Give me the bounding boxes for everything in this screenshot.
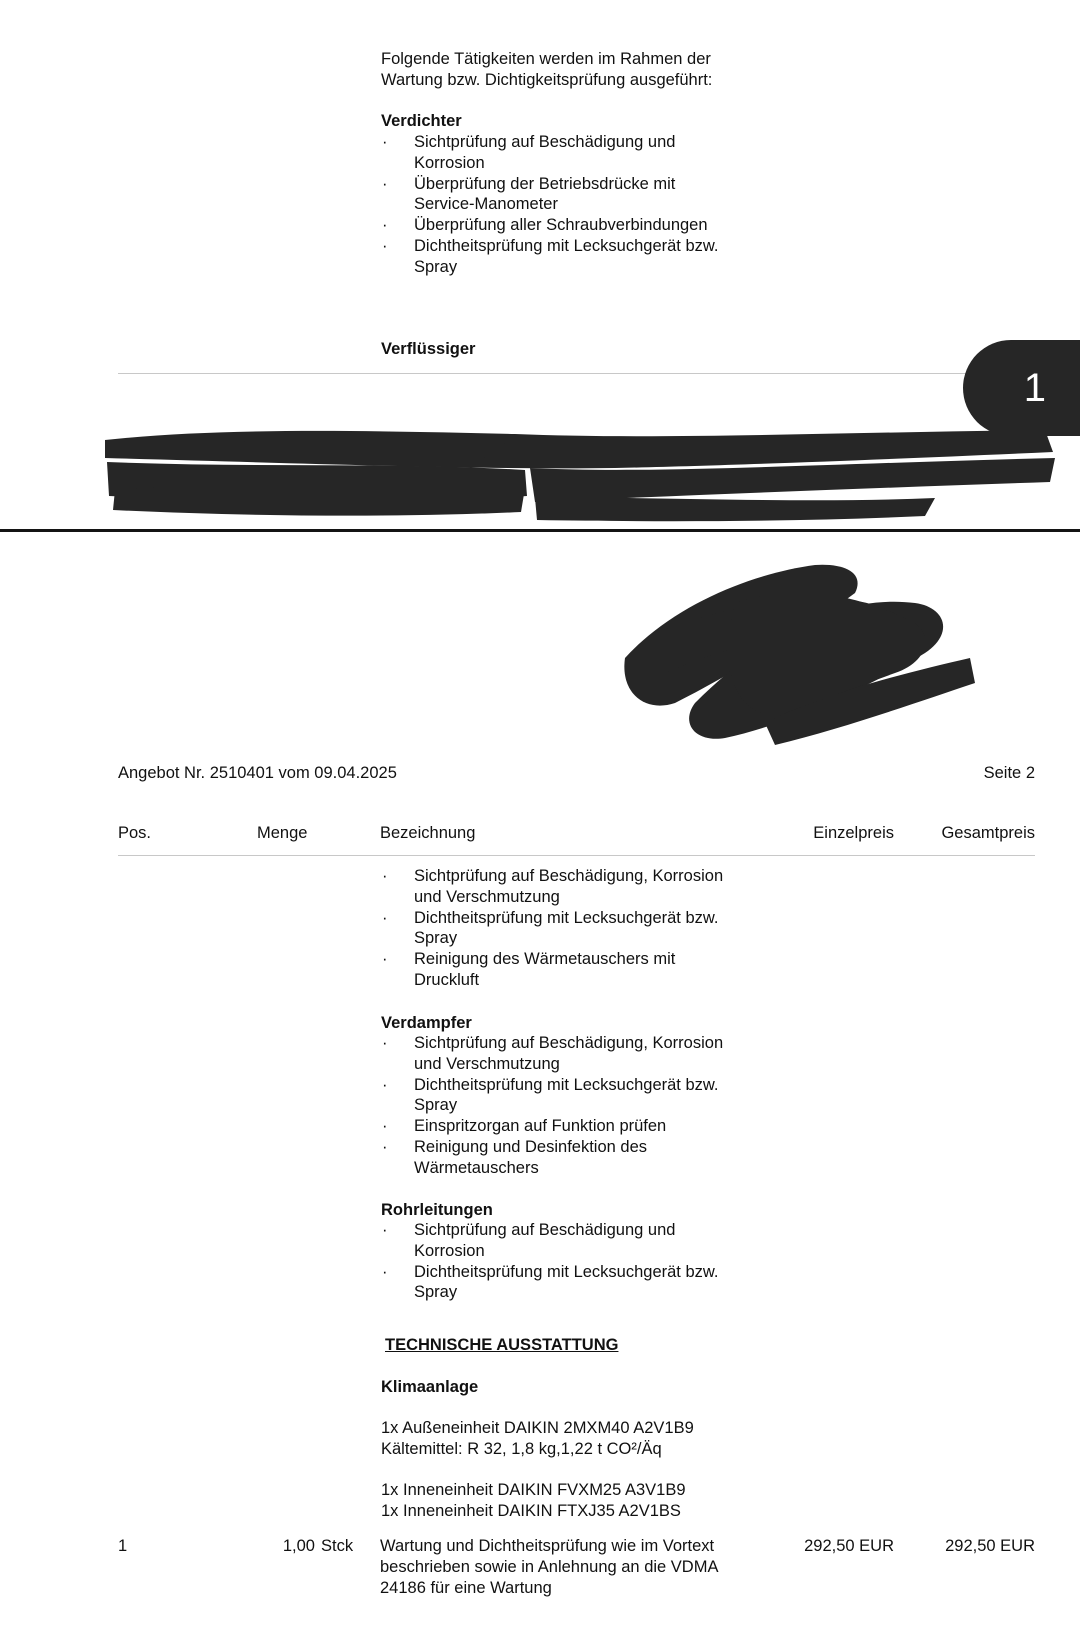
list-item-text: Wärmetauschers xyxy=(414,1158,539,1177)
column-header-pos: Pos. xyxy=(118,824,152,842)
bullet-icon: · xyxy=(382,236,388,255)
rohrleitungen-list xyxy=(381,1220,801,1303)
bullet-icon: · xyxy=(382,216,388,235)
list-item-text: Überprüfung der Betriebsdrücke mit xyxy=(414,174,676,193)
list-item xyxy=(381,1075,801,1117)
verfluessiger-list xyxy=(381,866,801,991)
footer-divider xyxy=(118,373,973,374)
list-item xyxy=(381,908,801,950)
position-number: 1 xyxy=(118,1537,128,1555)
verdampfer-list xyxy=(381,1033,801,1179)
list-item-text: Dichtheitsprüfung mit Lecksuchgerät bzw. xyxy=(414,1262,719,1281)
list-item-text: Sichtprüfung auf Beschädigung, Korrosion xyxy=(414,867,724,885)
section-heading-verfluessiger: Verflüssiger xyxy=(381,340,476,358)
list-item xyxy=(381,174,801,216)
list-item-text: Service-Manometer xyxy=(414,195,558,214)
section-title-technische-ausstattung: TECHNISCHE AUSSTATTUNG xyxy=(385,1336,619,1354)
list-item-text: und Verschmutzung xyxy=(414,1054,560,1073)
list-item-text: Sichtprüfung auf Beschädigung, Korrosion xyxy=(414,1034,724,1052)
position-description: Wartung und Dichtheitsprüfung wie im Vortext beschrieben sowie in Anlehnung an die VDMA 24186 für eine Wartung xyxy=(380,1537,719,1597)
column-header-gesamtpreis: Gesamtpreis xyxy=(941,824,1035,842)
column-header-menge: Menge xyxy=(257,824,308,842)
list-item-text: und Verschmutzung xyxy=(414,887,560,906)
verdichter-list xyxy=(381,132,801,278)
bullet-icon: · xyxy=(382,908,388,927)
list-item-text: Spray xyxy=(414,1283,458,1302)
list-item xyxy=(381,236,801,278)
position-total-price: 292,50 EUR xyxy=(945,1537,1035,1555)
list-item-text: Spray xyxy=(414,257,458,276)
list-item-text: Sichtprüfung auf Beschädigung und xyxy=(414,1221,676,1239)
list-item-text: Dichtheitsprüfung mit Lecksuchgerät bzw. xyxy=(414,236,719,255)
list-item xyxy=(381,1262,801,1304)
list-item-text: Druckluft xyxy=(414,970,480,989)
list-item-text: Dichtheitsprüfung mit Lecksuchgerät bzw. xyxy=(414,1075,719,1094)
list-item-text: Sichtprüfung auf Beschädigung und xyxy=(414,133,676,151)
position-quantity: 1,00 xyxy=(282,1537,315,1555)
position-unit: Stck xyxy=(321,1537,354,1555)
page-number-label: 1 xyxy=(1023,366,1046,410)
column-header-einzelpreis: Einzelpreis xyxy=(813,824,894,842)
list-item xyxy=(381,949,801,991)
section-heading-verdichter: Verdichter xyxy=(381,112,462,130)
list-item-text: Korrosion xyxy=(414,1241,485,1260)
list-item xyxy=(381,1116,801,1137)
list-item-text: Reinigung des Wärmetauschers mit xyxy=(414,950,676,969)
section-heading-klimaanlage: Klimaanlage xyxy=(381,1378,479,1396)
bullet-icon: · xyxy=(382,1137,388,1156)
redacted-footer-scribble xyxy=(95,418,1060,523)
list-item xyxy=(381,866,801,908)
bullet-icon: · xyxy=(382,1117,388,1136)
list-item-text: Dichtheitsprüfung mit Lecksuchgerät bzw. xyxy=(414,908,719,927)
bullet-icon: · xyxy=(382,1262,388,1281)
bullet-icon: · xyxy=(382,1034,388,1052)
bullet-icon: · xyxy=(382,950,388,969)
list-item-text: Spray xyxy=(414,929,458,948)
list-item xyxy=(381,1033,801,1075)
list-item xyxy=(381,1220,801,1262)
list-item-text: Spray xyxy=(414,1096,458,1115)
list-item xyxy=(381,215,801,236)
intro-text: Folgende Tätigkeiten werden im Rahmen der Wartung bzw. Dichtigkeitsprüfung ausgeführt: xyxy=(381,50,713,89)
indoor-units-info: 1x Inneneinheit DAIKIN FVXM25 A3V1B9 1x Inneneinheit DAIKIN FTXJ35 A2V1BS xyxy=(381,1481,686,1520)
section-heading-rohrleitungen: Rohrleitungen xyxy=(381,1201,493,1219)
bullet-icon: · xyxy=(382,174,388,193)
section-heading-verdampfer: Verdampfer xyxy=(381,1014,472,1032)
page-break-line xyxy=(0,529,1080,532)
bullet-icon: · xyxy=(382,133,388,151)
bullet-icon: · xyxy=(382,1075,388,1094)
bullet-icon: · xyxy=(382,867,388,885)
column-header-bezeichnung: Bezeichnung xyxy=(380,824,476,842)
table-header-divider xyxy=(118,855,1035,856)
list-item-text: Korrosion xyxy=(414,153,485,172)
list-item xyxy=(381,1137,801,1179)
bullet-icon: · xyxy=(382,1221,388,1239)
list-item xyxy=(381,132,801,174)
position-unit-price: 292,50 EUR xyxy=(804,1537,894,1555)
list-item-text: Überprüfung aller Schraubverbindungen xyxy=(414,216,708,235)
list-item-text: Reinigung und Desinfektion des xyxy=(414,1137,647,1156)
list-item-text: Einspritzorgan auf Funktion prüfen xyxy=(414,1117,667,1136)
redacted-logo-scribble xyxy=(615,563,980,748)
outdoor-unit-info: 1x Außeneinheit DAIKIN 2MXM40 A2V1B9 Kältemittel: R 32, 1,8 kg,1,22 t CO²/Äq xyxy=(381,1419,694,1458)
offer-header: Angebot Nr. 2510401 vom 09.04.2025 xyxy=(118,764,397,782)
page-label: Seite 2 xyxy=(983,764,1035,782)
